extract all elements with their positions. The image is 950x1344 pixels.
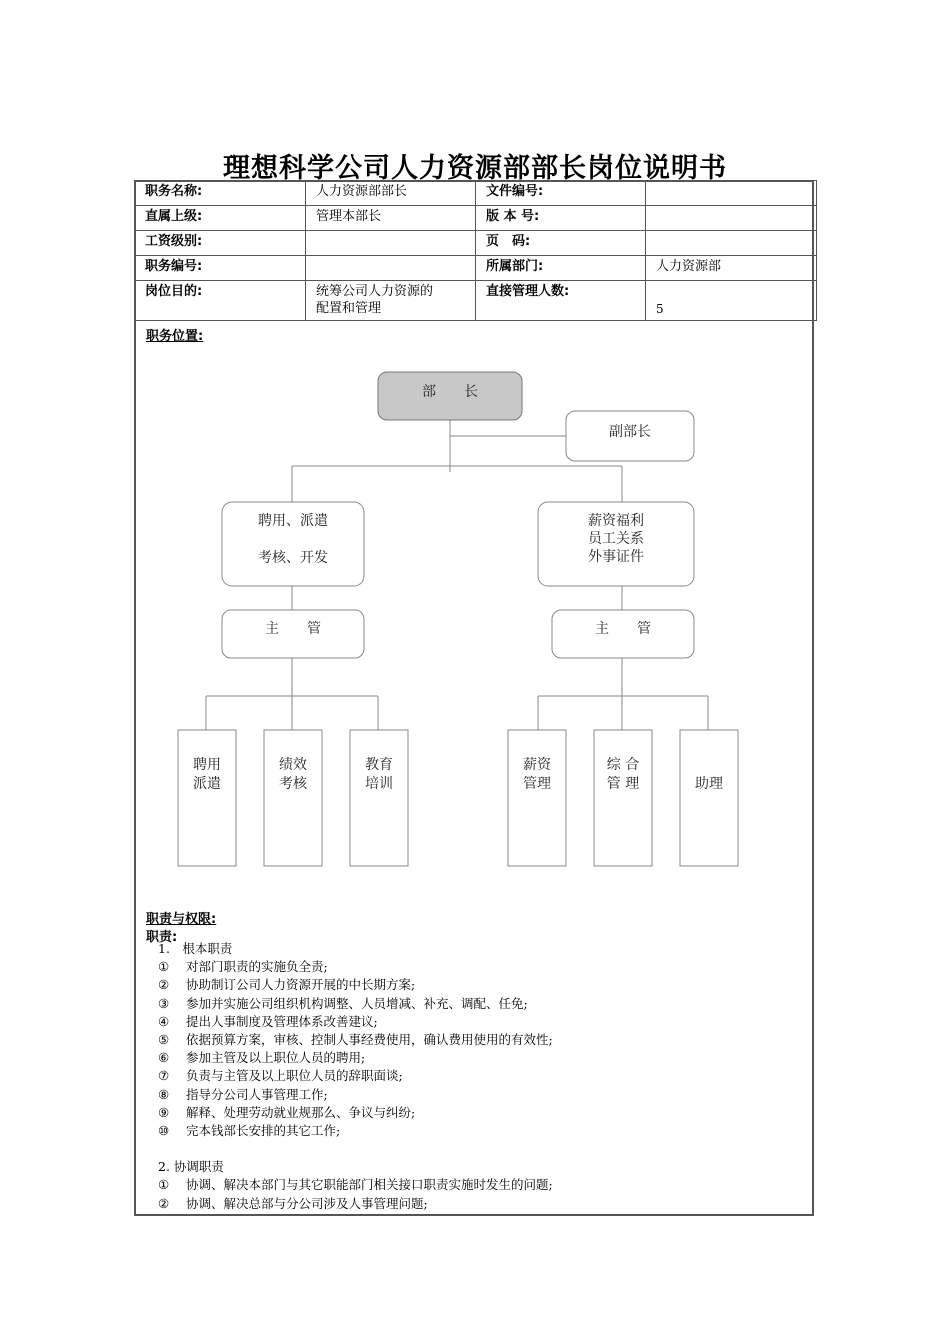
- page-title: 理想科学公司人力资源部部长岗位说明书: [223, 153, 727, 184]
- leaf-label: 综 合: [606, 757, 640, 773]
- left-group-line-1: 聘用、派遣: [258, 513, 328, 529]
- leaf-label: 教育: [365, 757, 393, 773]
- value-job-title: 人力资源部部长: [306, 181, 476, 206]
- label-job-title: 职务名称:: [135, 181, 306, 206]
- value-department: 人力资源部: [646, 256, 817, 281]
- leaf-box: [508, 730, 566, 866]
- purpose-line-2: 配置和管理: [316, 301, 382, 316]
- purpose-line-1: 统筹公司人力资源的: [316, 284, 434, 299]
- position-label: 职务位置:: [146, 329, 204, 344]
- list-item: ④ 提出人事制度及管理体系改善建议;: [158, 1013, 378, 1029]
- leaf-box: [680, 730, 738, 866]
- leaf-label: 助理: [695, 776, 723, 792]
- list-item: ② 协调、解决总部与分公司涉及人事管理问题;: [158, 1195, 428, 1211]
- right-group-line-1: 薪资福利: [588, 513, 644, 529]
- label-version: 版 本 号:: [476, 206, 646, 231]
- deputy-label: 副部长: [609, 424, 651, 440]
- label-job-number: 职务编号:: [135, 256, 306, 281]
- leaf-label: 培训: [365, 776, 393, 792]
- spacer: [146, 1140, 553, 1158]
- duties-label: 职责:: [146, 930, 178, 945]
- list-item: ⑦ 负责与主管及以上职位人员的辞职面谈;: [158, 1068, 403, 1084]
- leaf-box: [264, 730, 322, 866]
- right-supervisor-label: 主 管: [595, 621, 651, 637]
- value-direct-reports: 5: [646, 281, 817, 321]
- list-item: ⑥ 参加主管及以上职位人员的聘用;: [158, 1050, 366, 1066]
- leaf-label: 管 理: [606, 776, 640, 792]
- leaf-box: [178, 730, 236, 866]
- label-salary-grade: 工资级别:: [135, 231, 306, 256]
- leaf-label: 聘用: [193, 757, 221, 773]
- responsibility-label: 职责与权限:: [146, 912, 217, 927]
- right-group-line-2: 员工关系: [588, 531, 644, 547]
- label-direct-reports: 直接管理人数:: [476, 281, 646, 321]
- label-supervisor: 直属上级:: [135, 206, 306, 231]
- label-page-number: 页 码:: [476, 231, 646, 256]
- leaf-label: 绩效: [279, 757, 307, 773]
- value-supervisor: 管理本部长: [306, 206, 476, 231]
- section-1-heading: 1. 根本职责: [158, 941, 233, 956]
- right-group-line-3: 外事证件: [588, 549, 644, 565]
- head-label: 部 长: [422, 384, 478, 400]
- list-item: ⑩ 完本钱部长安排的其它工作;: [158, 1123, 341, 1139]
- leaf-label: 薪资: [523, 757, 551, 773]
- list-item: ① 协调、解决本部门与其它职能部门相关接口职责实施时发生的问题;: [158, 1177, 553, 1193]
- section-2-heading: 2. 协调职责: [158, 1159, 224, 1175]
- leaf-label: 派遣: [193, 776, 221, 792]
- label-file-number: 文件编号:: [476, 181, 646, 206]
- leaf-label: 考核: [279, 776, 307, 792]
- list-item: ① 对部门职责的实施负全责;: [158, 959, 328, 975]
- list-item: ⑤ 依据预算方案，审核、控制人事经费使用，确认费用使用的有效性;: [158, 1032, 553, 1048]
- leaf-label: 管理: [523, 776, 551, 792]
- duties-list: [146, 940, 553, 1213]
- label-purpose: 岗位目的:: [135, 281, 306, 321]
- left-group-line-2: 考核、开发: [258, 550, 328, 566]
- list-item: ③ 参加并实施公司组织机构调整、人员增减、补充、调配、任免;: [158, 995, 528, 1011]
- list-item: ⑧ 指导分公司人事管理工作;: [158, 1086, 328, 1102]
- leaf-box: [594, 730, 652, 866]
- list-item: ② 协助制订公司人力资源开展的中长期方案;: [158, 977, 416, 993]
- list-item: ⑨ 解释、处理劳动就业规那么、争议与纠纷;: [158, 1104, 416, 1120]
- leaf-box: [350, 730, 408, 866]
- left-supervisor-label: 主 管: [265, 621, 321, 637]
- label-department: 所属部门:: [476, 256, 646, 281]
